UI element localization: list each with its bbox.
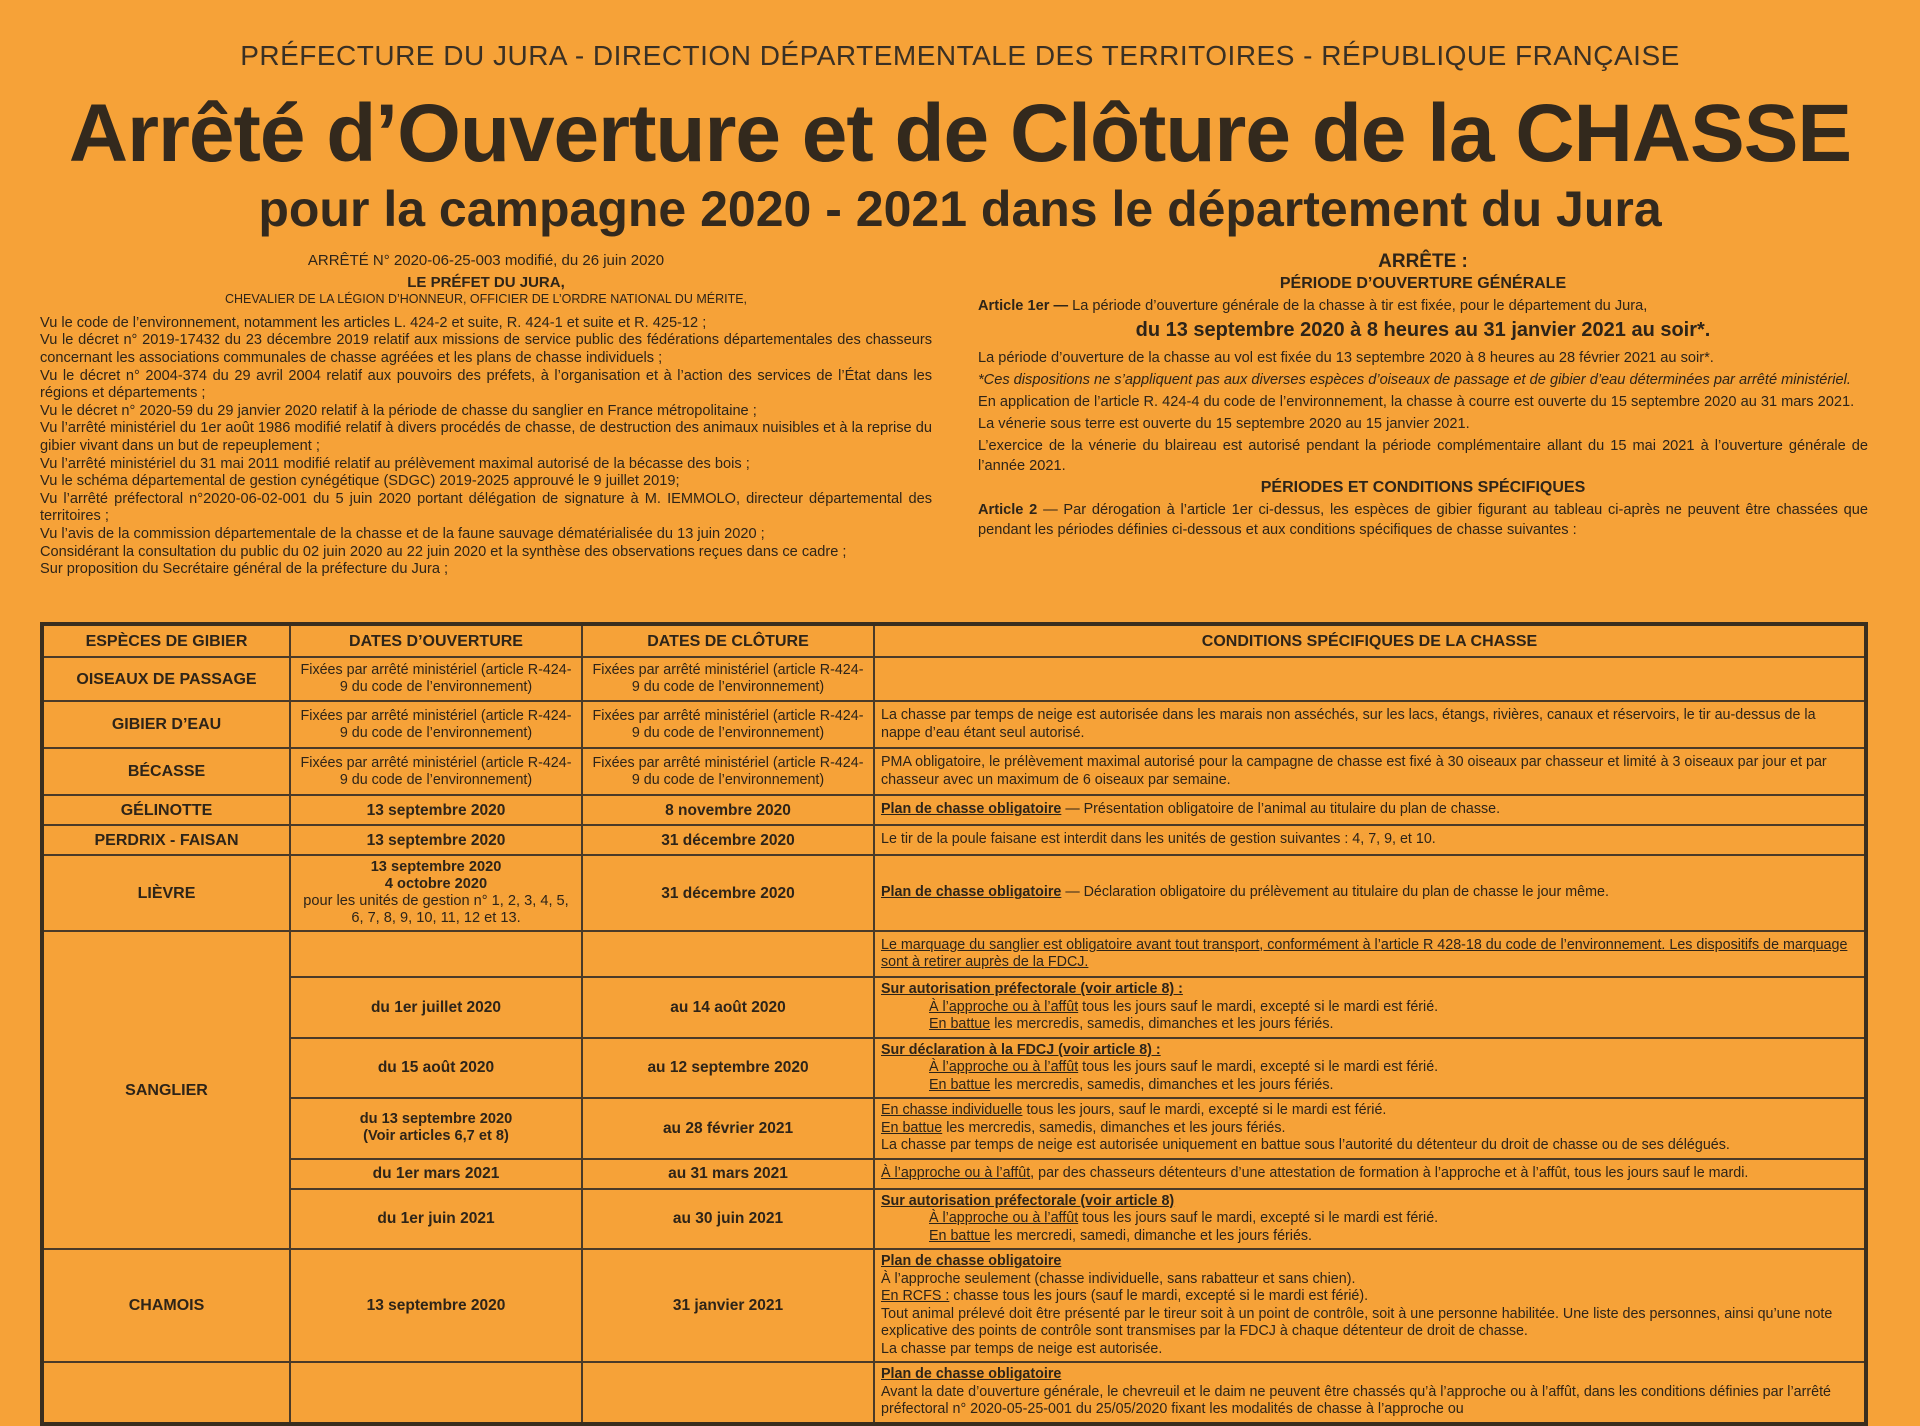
- condition-line: [881, 1016, 1858, 1034]
- table-row: [42, 855, 1866, 931]
- table-row: [42, 1038, 1866, 1099]
- condition-label: À l’approche ou à l’affût: [881, 1164, 1031, 1181]
- closing-date: au 12 septembre 2020: [582, 1038, 874, 1099]
- consideration: Vu le schéma départemental de gestion cynégétique (SDGC) 2019-2025 approuvé le 9 juillet 2019;: [40, 473, 680, 490]
- consideration: Vu le décret n° 2020-59 du 29 janvier 2020 relatif à la période de chasse du sanglier en France métropolitaine ;: [40, 402, 757, 419]
- paragraph: La vénerie sous terre est ouverte du 15 septembre 2020 au 15 janvier 2021.: [978, 416, 1470, 432]
- opening-date: du 1er juin 2021: [290, 1189, 582, 1250]
- table-row: [42, 1189, 1866, 1250]
- closing-date: au 28 février 2021: [582, 1098, 874, 1159]
- closing-date: 31 janvier 2021: [582, 1249, 874, 1362]
- closing-date: au 30 juin 2021: [582, 1189, 874, 1250]
- plan-label: Plan de chasse obligatoire: [881, 1366, 1062, 1382]
- opening-date-text: du 1er juillet 2020: [370, 998, 502, 1016]
- condition-text: tous les jours sauf le mardi, excepté si le mardi est férié.: [1078, 998, 1439, 1015]
- opening-date: Fixées par arrêté ministériel (article R-424-9 du code de l’environnement): [290, 701, 582, 748]
- table-header-row: [42, 624, 1866, 657]
- opening-date: du 1er mars 2021: [290, 1159, 582, 1189]
- condition-text: — Présentation obligatoire de l’animal au titulaire du plan de chasse.: [1061, 801, 1501, 818]
- consideration: Vu l’arrêté préfectoral n°2020-06-02-001 du 5 juin 2020 portant délégation de signature à M. IEMMOLO, directeur départemental des territoires ;: [40, 490, 932, 525]
- conditions: La chasse par temps de neige est autorisée dans les marais non asséchés, sur les lacs, étangs, rivières, canaux et réservoirs, le tir au-dessus de la nappe d’eau étant seul autorisé.: [874, 701, 1866, 748]
- species-name: GIBIER D’EAU: [42, 701, 290, 748]
- condition-label: En battue: [929, 1227, 991, 1244]
- conditions: Le tir de la poule faisane est interdit dans les unités de gestion suivantes : 4, 7, 9, et 10.: [874, 825, 1866, 855]
- specific-period-title: PÉRIODES ET CONDITIONS SPÉCIFIQUES: [1260, 479, 1586, 496]
- opening-date: 13 septembre 2020: [290, 795, 582, 825]
- table-row: [42, 931, 1866, 977]
- opening-date: [290, 855, 582, 931]
- condition-line: [881, 1288, 1858, 1306]
- consideration: Vu l’avis de la commission départementale de la chasse et de la faune sauvage dématérialisée du 13 juin 2020 ;: [40, 525, 765, 542]
- condition-text: tous les jours, sauf le mardi, excepté si le mardi est férié.: [1022, 1102, 1387, 1118]
- conditions: PMA obligatoire, le prélèvement maximal autorisé pour la campagne de chasse est fixé à 30 oiseaux par chasseur et limité à 3 oiseaux par jour et par chasseur avec un maximum de 6 oiseaux par semaine.: [874, 748, 1866, 795]
- closing-date: [582, 931, 874, 977]
- condition-text: chasse tous les jours (sauf le mardi, excepté si le mardi est férié).: [949, 1288, 1369, 1304]
- table-row: [42, 748, 1866, 795]
- condition-label: À l’approche ou à l’affût: [929, 1210, 1079, 1226]
- condition-label: En battue: [929, 1076, 991, 1093]
- paragraph: L’exercice de la vénerie du blaireau est autorisé pendant la période complémentaire allant du 15 mai 2021 à l’ouverture générale de l’année 2021.: [978, 438, 1868, 474]
- closing-date: 31 décembre 2020: [582, 825, 874, 855]
- condition-label: En RCFS :: [881, 1288, 950, 1304]
- closing-date: au 14 août 2020: [582, 977, 874, 1038]
- conditions: [874, 795, 1866, 825]
- plan-label: Plan de chasse obligatoire: [881, 1253, 1062, 1269]
- footnote: *Ces dispositions ne s’appliquent pas aux diverses espèces d’oiseaux de passage et de gibier d’eau déterminées par arrêté ministériel.: [978, 372, 1851, 388]
- opening-date-main: 13 septembre 2020: [370, 859, 502, 875]
- arrete-number: ARRÊTÉ N° 2020-06-25-003 modifié, du 26 juin 2020: [307, 252, 665, 269]
- opening-date-text: du 13 septembre 2020: [359, 1111, 513, 1128]
- plan-label: Plan de chasse obligatoire: [881, 801, 1062, 818]
- consideration: Vu le code de l’environnement, notamment les articles L. 424-2 et suite, R. 424-1 et suite et R. 425-12 ;: [40, 314, 707, 331]
- table-row: [42, 657, 1866, 701]
- table-row: [42, 825, 1866, 855]
- opening-date: du 15 août 2020: [290, 1038, 582, 1099]
- conditions: [874, 1038, 1866, 1099]
- page-subtitle: pour la campagne 2020 - 2021 dans le département du Jura: [258, 181, 1662, 237]
- general-period-title: PÉRIODE D’OUVERTURE GÉNÉRALE: [1279, 275, 1567, 292]
- prefet-heading: LE PRÉFET DU JURA,: [407, 273, 565, 291]
- page-title: Arrêté d’Ouverture et de Clôture de la CHASSE: [68, 88, 1852, 179]
- opening-date: 13 septembre 2020: [290, 825, 582, 855]
- closing-date: Fixées par arrêté ministériel (article R-424-9 du code de l’environnement): [582, 657, 874, 701]
- consideration: Vu le décret n° 2019-17432 du 23 décembre 2019 relatif aux missions de service public des fédérations départementales des chasseurs concernant les associations communales de chasse agréées et les plans de chasse individuels ;: [40, 332, 932, 366]
- plan-label: Plan de chasse obligatoire: [881, 884, 1062, 901]
- conditions: [874, 1249, 1866, 1362]
- condition-text: les mercredi, samedi, dimanche et les jours fériés.: [990, 1227, 1313, 1244]
- condition-line: À l’approche seulement (chasse individuelle, sans rabatteur et sans chien).: [881, 1270, 1356, 1287]
- opening-date: [290, 1098, 582, 1159]
- consideration: Considérant la consultation du public du 02 juin 2020 au 22 juin 2020 et la synthèse des observations reçues dans ce cadre ;: [40, 543, 847, 560]
- opening-date: [290, 931, 582, 977]
- conditions: Le marquage du sanglier est obligatoire avant tout transport, conformément à l’article R 428-18 du code de l’environnement. Les dispositifs de marquage sont à retirer auprès de la FDCJ.: [874, 931, 1866, 977]
- article-2-text: — Par dérogation à l’article 1er ci-dessus, les espèces de gibier figurant au tableau ci-après ne peuvent être chassées que pendant les périodes définies ci-dessous et aux conditions spécifiques de chasse suivantes :: [978, 502, 1868, 538]
- condition-line: [881, 1120, 1858, 1138]
- condition-line: La chasse par temps de neige est autorisée uniquement en battue sous l’autorité du détenteur du droit de chasse ou de ses délégués.: [881, 1137, 1730, 1153]
- authority-line: PRÉFECTURE DU JURA - DIRECTION DÉPARTEMENTALE DES TERRITOIRES - RÉPUBLIQUE FRANÇAISE: [240, 40, 1680, 71]
- species-name: LIÈVRE: [42, 855, 290, 931]
- closing-date: 31 décembre 2020: [582, 855, 874, 931]
- condition-label: En battue: [929, 1016, 991, 1032]
- condition-text: tous les jours sauf le mardi, excepté si le mardi est férié.: [1078, 1059, 1439, 1075]
- column-header: CONDITIONS SPÉCIFIQUES DE LA CHASSE: [874, 624, 1866, 657]
- species-name: GÉLINOTTE: [42, 795, 290, 825]
- article-2-label: Article 2: [978, 502, 1038, 518]
- decision: [978, 252, 1868, 542]
- general-dates: du 13 septembre 2020 à 8 heures au 31 janvier 2021 au soir*.: [1135, 319, 1711, 341]
- condition-text: , par des chasseurs détenteurs d’une attestation de formation à l’approche et à l’affût, tous les jours sauf le mardi.: [1030, 1164, 1749, 1181]
- condition-line: [881, 1210, 1858, 1228]
- condition-line: [881, 1077, 1858, 1095]
- conditions: [874, 1098, 1866, 1159]
- article-1-text: La période d’ouverture générale de la chasse à tir est fixée, pour le département du Jura,: [1072, 298, 1648, 314]
- preamble: [40, 252, 932, 579]
- species-name: BÉCASSE: [42, 748, 290, 795]
- table-row: [42, 1159, 1866, 1189]
- opening-date: 13 septembre 2020: [290, 1249, 582, 1362]
- table-row: [42, 1249, 1866, 1362]
- table-row: [42, 795, 1866, 825]
- paragraph: En application de l’article R. 424-4 du code de l’environnement, la chasse à courre est ouverte du 15 septembre 2020 au 31 mars 2021.: [978, 394, 1855, 410]
- closing-date: Fixées par arrêté ministériel (article R-424-9 du code de l’environnement): [582, 748, 874, 795]
- closing-date: Fixées par arrêté ministériel (article R-424-9 du code de l’environnement): [582, 701, 874, 748]
- condition-text: les mercredis, samedis, dimanches et les jours fériés.: [990, 1076, 1334, 1093]
- closing-date: au 31 mars 2021: [582, 1159, 874, 1189]
- conditions: [874, 657, 1866, 701]
- consideration: Sur proposition du Secrétaire général de la préfecture du Jura ;: [40, 561, 449, 578]
- condition-text: tous les jours sauf le mardi, excepté si le mardi est férié.: [1078, 1210, 1439, 1226]
- column-header: DATES D’OUVERTURE: [290, 624, 582, 657]
- opening-date-note: (Voir articles 6,7 et 8): [363, 1128, 509, 1145]
- column-header: DATES DE CLÔTURE: [582, 624, 874, 657]
- opening-date: [290, 977, 582, 1038]
- prefet-distinctions: CHEVALIER DE LA LÉGION D’HONNEUR, OFFICIER DE L’ORDRE NATIONAL DU MÉRITE,: [224, 292, 748, 307]
- article-1-label: Article 1er —: [978, 298, 1069, 314]
- conditions: [874, 855, 1866, 931]
- article-2: [978, 500, 1868, 540]
- table-row: [42, 977, 1866, 1038]
- decision-heading: ARRÊTE :: [1378, 251, 1468, 272]
- condition-text: les mercredis, samedis, dimanches et les jours fériés.: [990, 1016, 1334, 1032]
- condition-text: — Déclaration obligatoire du prélèvement au titulaire du plan de chasse le jour même.: [1061, 884, 1609, 901]
- condition-title: Sur autorisation préfectorale (voir article 8) :: [881, 981, 1183, 997]
- opening-date-units: pour les unités de gestion n° 1, 2, 3, 4, 5, 6, 7, 8, 9, 10, 11, 12 et 13.: [303, 893, 569, 926]
- conditions: [874, 977, 1866, 1038]
- closing-date: [582, 1362, 874, 1424]
- condition-label: À l’approche ou à l’affût: [929, 1059, 1079, 1075]
- opening-date: Fixées par arrêté ministériel (article R-424-9 du code de l’environnement): [290, 657, 582, 701]
- table-row: [42, 1098, 1866, 1159]
- condition-line: Avant la date d’ouverture générale, le chevreuil et le daim ne peuvent être chassés qu’à l’approche ou à l’affût, dans les conditions définies par l’arrêté préfectoral n° 2020-05-25-001 du 25/05/2020 fixant les modalités de chasse à l’approche ou: [881, 1383, 1832, 1417]
- conditions: [874, 1159, 1866, 1189]
- paragraph: La période d’ouverture de la chasse au vol est fixée du 13 septembre 2020 à 8 heures au 28 février 2021 au soir*.: [978, 350, 1714, 366]
- condition-line: Tout animal prélevé doit être présenté par le tireur soit à un point de contrôle, soit à une personne habilitée. Une liste des personnes, ainsi qu’une note explicative des points de contrôle sont transmises par la FDCJ à chaque détenteur de droit de chasse.: [881, 1305, 1833, 1339]
- condition-line: [881, 1228, 1858, 1246]
- table-row: [42, 701, 1866, 748]
- conditions: [874, 1189, 1866, 1250]
- condition-title: Sur déclaration à la FDCJ (voir article 8) :: [881, 1041, 1161, 1058]
- condition-label: À l’approche ou à l’affût: [929, 998, 1079, 1015]
- condition-title: Sur autorisation préfectorale (voir article 8): [881, 1192, 1175, 1209]
- condition-line: [881, 1059, 1858, 1077]
- condition-line: [881, 999, 1858, 1017]
- opening-date: Fixées par arrêté ministériel (article R-424-9 du code de l’environnement): [290, 748, 582, 795]
- species-name: CHAMOIS: [42, 1249, 290, 1362]
- consideration: Vu l’arrêté ministériel du 1er août 1986 modifié relatif à divers procédés de chasse, de destruction des animaux nuisibles et à la reprise du gibier vivant dans un but de repeuplement ;: [40, 420, 932, 454]
- article-1: [978, 296, 1868, 316]
- condition-text: les mercredis, samedis, dimanches et les jours fériés.: [942, 1119, 1286, 1136]
- closing-date: 8 novembre 2020: [582, 795, 874, 825]
- species-name: [42, 1362, 290, 1424]
- condition-label: En battue: [881, 1119, 943, 1136]
- column-header: ESPÈCES DE GIBIER: [42, 624, 290, 657]
- consideration: Vu l’arrêté ministériel du 31 mai 2011 modifié relatif au prélèvement maximal autorisé de la bécasse des bois ;: [40, 455, 750, 472]
- species-name: PERDRIX - FAISAN: [42, 825, 290, 855]
- conditions: [874, 1362, 1866, 1424]
- table-row: [42, 1362, 1866, 1424]
- species-name: SANGLIER: [42, 931, 290, 1249]
- condition-line: [881, 1102, 1858, 1120]
- consideration: Vu le décret n° 2004-374 du 29 avril 2004 relatif aux pouvoirs des préfets, à l’organisation et à l’action des services de l’État dans les régions et départements ;: [40, 367, 932, 402]
- opening-date-alt: 4 octobre 2020: [384, 876, 488, 892]
- opening-date: [290, 1362, 582, 1424]
- species-name: OISEAUX DE PASSAGE: [42, 657, 290, 701]
- condition-label: En chasse individuelle: [881, 1102, 1023, 1118]
- species-table: [40, 622, 1868, 1426]
- condition-line: La chasse par temps de neige est autorisée.: [881, 1340, 1163, 1357]
